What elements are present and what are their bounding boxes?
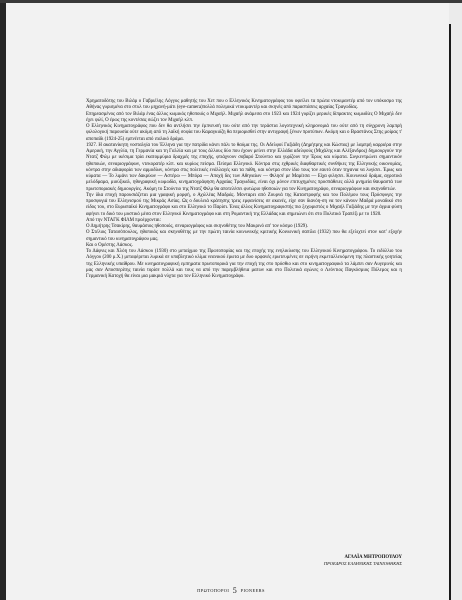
paragraph: Και ο Ορέστης Λάσκος. — [86, 242, 133, 248]
paragraph: Από την ΝΤΑΓΚ ΦΙΛΜ προέρχονται: — [86, 217, 161, 223]
paragraph: Ο Ελληνικός Κινηματογράφος που δεν θα αντλήσει την έμπνευσή του ούτε από την τεράστια λογοτεχνική κληρονομιά του ούτε από τη σύγχρονη λαμπρή φιλολογική παρουσία ούτε ακόμη από τη λαϊκή σοφία του Καραγκιόζη θα περιορισθεί στην αντιγραφή ξένων προτύπων. Ακόμη και ο Βραστάνος Στης μοίρας τ' αποπαίδι (1924-25) εμπνέεται από ιταλικό δράμα. — [86, 124, 402, 142]
page-footer — [0, 586, 462, 595]
page-number: 5 — [232, 586, 238, 595]
paragraph: Ο Στέλιος Τατασόπουλος, ηθοποιός και σκηνοθέτης με την πρώτη ταινία κοινωνικής κριτικής Κοινωνική σαπίλα (1932) που θα εξελιχτεί στον κατ' εξοχήν σημαντικό του κινηματογράφου μας. — [86, 230, 402, 242]
signature-role: ΠΡΟΕΔΡΟΣ ΕΛΛΗΝΙΚΗΣ ΤΑΙΝΙΟΘΗΚΗΣ — [323, 561, 402, 566]
footer-english-title: PIONEERS — [240, 588, 265, 593]
paragraph: Επηρεασμένος από τον Βιλάρ ένας άλλος κωμικός ηθοποιός ο Μιχαήλ. Μιχαήλ ανάμεσα στο 1923 και 1924 γυρίζει μερικές δίπρακτες κωμωδίες Ο Μιχαήλ δεν έχει φιλί, Ο έρως της κοντέσας σώζει τον Μιχαήλ κλπ. — [86, 111, 402, 123]
footer-greek-title: ΠΡΩΤΟΠΟΡΟΙ — [197, 588, 230, 593]
paragraph: Χρηματοδότης του Βιλάρ ο Γαβριέλης Λόγγος μαθητής του Χετ που ο Ελληνικός Κινηματογράφος του οφείλει τα πρώτα ντοκιμαντέρ από τον υπόκοσμο της Αθήνας γυρισμένα στο στυλ του μηχανή-μάτι (eye-camera)πολλά πολεμικά ντοκιμαντέρ και σκηνές από παραστάσεις αρχαίας Τραγωδίας. — [86, 99, 402, 111]
paragraph: Ο Δημήτρης Τσακίρης, θαυμάσιος ηθοποιός, σεναριογράφος και σκηνοθέτης του Μακρινό απ' τον κόσμο (1929). — [86, 224, 309, 229]
signature-block — [250, 555, 402, 567]
paragraph: 1927. Η ακατανίκητη νοσταλγία του Έλληνα για την πατρίδα κάνει πάλι το θαύμα της. Οι Αδελφοί Γαζιάδη (Δημήτρης και Κώστας) με λαμπρή καρριέρα στην Αμερική, την Αγγλία, τη Γερμανία και τη Γαλλία και με τους άλλους δύο που έχουν μείνει στην Ελλάδα αδελφούς (Μιχάλης και Αλέξανδρος) δημιουργούν την Ντατζ Φιλμ με ικέσιμα τρία εκατομμύρια δραχμές της εποχής, φτιάχνουν σοβαρό Στούντιο και γυρίζουν την Έρως και κύματα. Συγκεντρώνει σημαντικόν ηθοποιών, σεναριογράφων, ντεκορατέρ κλπ. και κυρίως πείσμα. Πείσμα Ελληνικό. Κόντρα στις εχθρικές διαφθαρτικές συνθήκες της Ελληνικής οικονομίας, κόντρα στην αδιαφορία των αρμοδίων, κόντρα στις πολιτικές ενάλλαγές και τα πάθη, και κόντρα στον ίδιο τους τον εαυτό όταν τηγανια να λυγίσει. Έρως και κύματα — Το λιμάνι των δακρύων — Αστέρω — Μπόρα — Αποχή δες των Αθηναίων — Φιλησέ με Μαρίτσα — Είχα φιλησει. Κοινωνικό δράμα, αγροτικό μελόδραμα, μιούζικαλ, ηθογραφική κωμωδία, κινηματογράφηση Αρχαίας Τραγωδίας, είναι όχι μόνον επιτυχημένες προσπάθειες αλλά μνημεία θαυμαστά των πρωτοποριακές δημιουργίες. Ακόμη το Στούντιο της Ντατζ Φιλμ θα αποτελέσει φυτώριο ηθοποιών για τον Κινηματογράφο, σεναριογράφων και σκηνοθετών. — [86, 142, 402, 192]
page-sheet — [6, 3, 449, 600]
signature-name: ΑΓΛΑΪΑ ΜΗΤΡΟΠΟΥΛΟΥ — [344, 555, 402, 560]
paragraph: Την ίδια εποχή παρουσιάζεται μια γραφική μορφή, ο Αχιλλέας Μαδράς. Μονταρει από Ζουρνά της Καταστροφής και του Πολέμου τους Πρόσφυγες την προσφυγιά του Ελληνισμού της Μικράς Ασίας. Ως ο δουλειά κράτησης τρεις εμφανίσεις σε ακανές, είχε σαν διανόη-ση να τον κάνουν Μαδρά μοναδικό στο είδος του, στο Ευρωπαϊκό Κινηματογράφο και στο Ελληνικό το Παρίσι. Ένας άλλος Κινηματογραφιστής πιο ξεχωριστός ο Μιχαήλ Γαζιάδης με την άγρια φύση αφήνει το δικό του μυστικό μέσα στον Ελληνικό Κινηματογράφο και στη Ρομαντική της Ελλάδας και σημειώνει ότι στο Πολιτικό Τραπέζι με το 1920. — [86, 192, 402, 217]
paragraph: Το Δάφνις και Χλόη του Λάσκου (1930) στο μεταίχμιο της Πρωτοπορίας και της εποχής της ενηλικίωσης του Ελληνικού Κινηματογράφου. Το ειδύλλιο του Λόγγου (200 μ.Χ.) μεταφέρεται λυρικά σε υποβλητικό κλίμα νεανικού έρωτα με δυο ορφανές ερωτευμένες σε ειρήνη εκμεταλλευόμενη της πλαστικής γοητείας της Ελληνικής υπαίθρου. Με κινηματογραφική εμπηματα πρωτοπορικά για την εποχή της στο πρόσθιο και στο κινηματογραφικό τα λάμπει σαν Αυγερινός και μας σαν Αποσπερίτης ταινία τορίσε πολλά και τους να από την παρεμβλήθεια ματων και στο Πολιτικά αγώνες ο Λεόντιος Παγκόσμιος Πόλεμος και η Γερμανική Κατοχή θα είναι μια μακριά νύχτα για τον Ελληνικό Κινηματογράφο. — [86, 249, 402, 279]
right-vertical-rule — [449, 24, 451, 600]
body-text — [86, 99, 402, 280]
